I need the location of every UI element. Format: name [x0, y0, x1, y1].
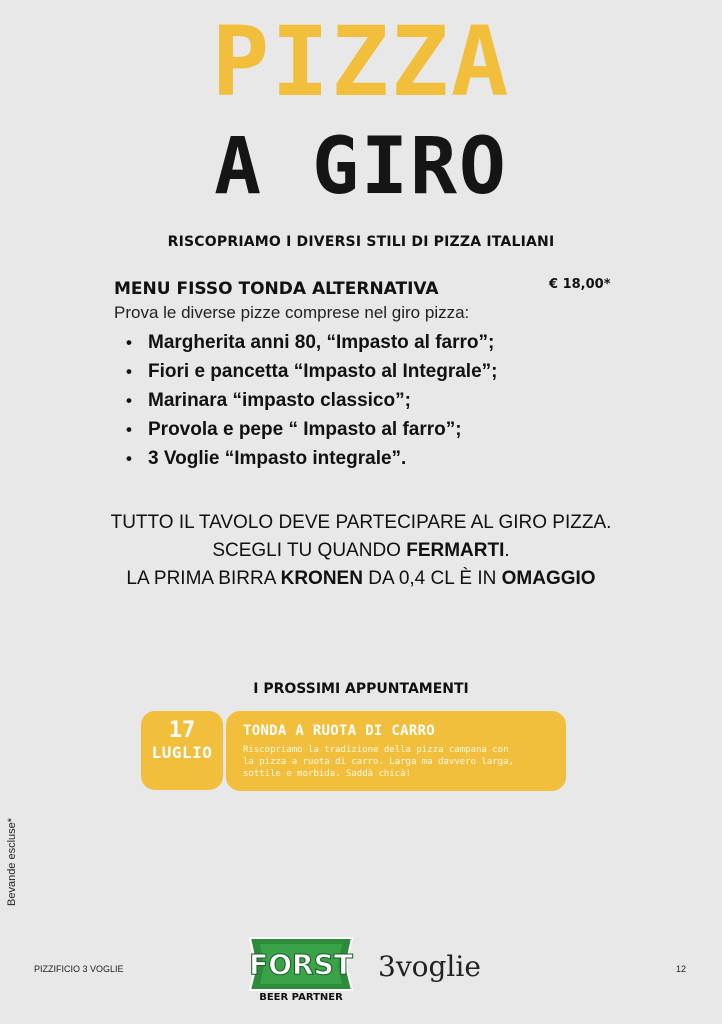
- brand-logo: 3voglie: [378, 950, 481, 983]
- event-title: TONDA A RUOTA DI CARRO: [243, 723, 436, 739]
- event-day: 17: [168, 718, 196, 743]
- title-line-2: A GIRO: [214, 122, 508, 212]
- subtitle: RISCOPRIAMO I DIVERSI STILI DI PIZZA ITALIANI: [167, 234, 555, 250]
- page-number: 12: [676, 964, 687, 974]
- beer-partner-label: BEER PARTNER: [259, 992, 343, 1003]
- list-item-label: Margherita anni 80, “Impasto al farro”;: [148, 332, 495, 353]
- notice-text: .: [504, 540, 510, 561]
- list-item: [126, 359, 497, 388]
- list-item: [126, 417, 497, 446]
- bullet-icon: •: [126, 333, 132, 352]
- notice-block: [0, 509, 722, 593]
- notice-emphasis: OMAGGIO: [501, 568, 596, 589]
- event-card: [226, 711, 566, 791]
- list-item-label: Marinara “impasto classico”;: [148, 390, 411, 411]
- event-description: [243, 744, 554, 780]
- notice-line-2: [0, 537, 722, 565]
- notice-emphasis: FERMARTI: [406, 540, 505, 561]
- bullet-icon: •: [126, 449, 132, 468]
- bullet-icon: •: [126, 391, 132, 410]
- events-heading: I PROSSIMI APPUNTAMENTI: [253, 681, 469, 697]
- notice-emphasis: KRONEN: [280, 568, 363, 589]
- notice-text: SCEGLI TU QUANDO: [212, 540, 407, 561]
- event-month: LUGLIO: [151, 743, 213, 762]
- notice-text: DA 0,4 CL È IN: [362, 568, 502, 589]
- title-line-1: PIZZA: [211, 6, 511, 118]
- event-text-line: la pizza a ruota di carro. Larga ma davvero larga,: [243, 757, 514, 767]
- notice-line-3: [0, 565, 722, 593]
- event-date-badge: [141, 711, 223, 790]
- list-item-label: Provola e pepe “ Impasto al farro”;: [148, 419, 462, 440]
- list-item-label: Fiori e pancetta “Impasto al Integrale”;: [148, 361, 498, 382]
- menu-title: MENU FISSO TONDA ALTERNATIVA: [114, 279, 439, 299]
- notice-text: LA PRIMA BIRRA: [126, 568, 281, 589]
- list-item: [126, 388, 497, 417]
- list-item: [126, 330, 497, 359]
- event-text-line: Riscopriamo la tradizione della pizza campana con: [243, 745, 509, 755]
- footer-company: PIZZIFICIO 3 VOGLIE: [34, 964, 124, 974]
- forst-logo-text: FORST: [249, 948, 353, 981]
- bullet-icon: •: [126, 362, 132, 381]
- menu-description: Prova le diverse pizze comprese nel giro pizza:: [114, 303, 470, 322]
- list-item: [126, 446, 497, 475]
- list-item-label: 3 Voglie “Impasto integrale”.: [148, 448, 407, 469]
- notice-line-1: TUTTO IL TAVOLO DEVE PARTECIPARE AL GIRO PIZZA.: [110, 512, 612, 533]
- event-text-line: sottile e morbida. Saddà chicà!: [243, 769, 411, 779]
- menu-price: € 18,00*: [549, 277, 611, 292]
- side-note: Bevande escluse*: [6, 817, 18, 906]
- bullet-icon: •: [126, 420, 132, 439]
- pizza-list: [126, 330, 497, 475]
